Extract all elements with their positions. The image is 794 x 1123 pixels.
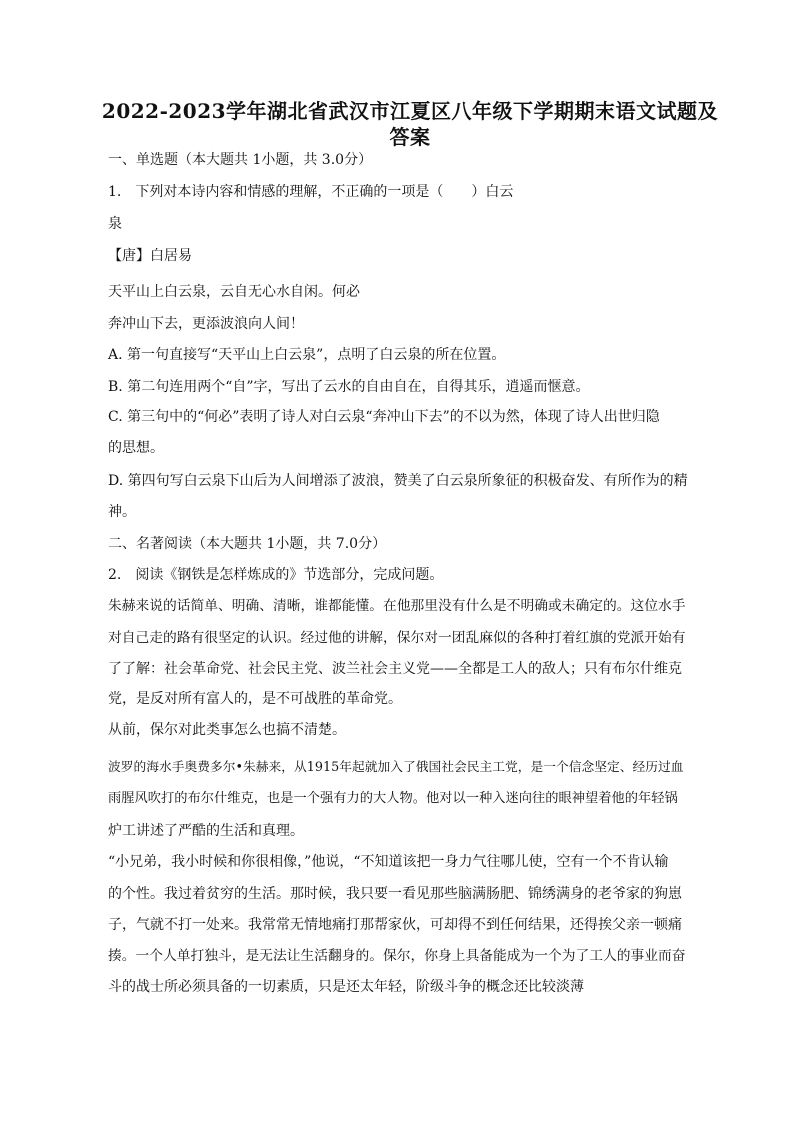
option-b: B. 第二句连用两个“自”字，写出了云水的自由自在，自得其乐，逍遥而惬意。	[108, 379, 590, 395]
passage-line: 朱赫来说的话简单、明确、清晰，谁都能懂。在他那里没有什么是不明确或未确定的。这位水手	[108, 598, 686, 614]
document-title-line-2: 答案	[389, 125, 431, 149]
passage-line: 对自己走的路有很坚定的认识。经过他的讲解，保尔对一团乱麻似的各种打着红旗的党派开始有	[108, 630, 686, 646]
question-1-stem: 1. 下列对本诗内容和情感的理解，不正确的一项是（ ）白云	[108, 184, 514, 200]
passage-line: 斗的战士所必须具备的一切素质，只是还太年轻，阶级斗争的概念还比较淡薄	[108, 979, 584, 995]
section-heading-classics-reading: 二、名著阅读（本大题共 1小题，共 7.0分）	[108, 536, 387, 552]
passage-line: 雨腥风吹打的布尔什维克，也是一个强有力的大人物。他对以一种入迷向往的眼神望着他的年轻锅	[108, 791, 678, 806]
option-a: A. 第一句直接写“天平山上白云泉”，点明了白云泉的所在位置。	[108, 347, 506, 363]
option-c: C. 第三句中的“何必”表明了诗人对白云泉“奔冲山下去”的不以为然，体现了诗人出世归隐	[108, 409, 660, 425]
passage-line: 揍。一个人单打独斗，是无法让生活翻身的。保尔，你身上具备能成为一个为了工人的事业而奋	[108, 948, 686, 964]
option-d-continued: 神。	[108, 504, 136, 520]
passage-line: 党，是反对所有富人的，是不可战胜的革命党。	[108, 691, 402, 707]
poem-line-2: 奔冲山下去，更添波浪向人间！	[108, 316, 304, 332]
poem-author: 【唐】白居易	[108, 248, 192, 264]
document-title-line-1: 2022-2023学年湖北省武汉市江夏区八年级下学期期末语文试题及	[101, 99, 719, 123]
question-1-stem-continued: 泉	[108, 216, 122, 232]
passage-line: 波罗的海水手奥费多尔•朱赫来，从1915年起就加入了俄国社会民主工党，是一个信念坚定、经历过血	[108, 760, 684, 775]
passage-line: “小兄弟，我小时候和你很相像，”他说，“不知道该把一身力气往哪儿使，空有一个不肯认输	[108, 854, 669, 870]
passage-line: 子，气就不打一处来。我常常无情地痛打那帮家伙，可却得不到任何结果，还得挨父亲一顿痛	[108, 917, 682, 933]
section-heading-single-choice: 一、单选题（本大题共 1小题，共 3.0分）	[108, 152, 373, 168]
question-2-stem: 2. 阅读《钢铁是怎样炼成的》节选部分，完成问题。	[108, 567, 444, 583]
option-d: D. 第四句写白云泉下山后为人间增添了波浪，赞美了白云泉所象征的积极奋发、有所作为的精	[108, 473, 688, 489]
passage-line: 了了解：社会革命党、社会民主党、波兰社会主义党——全都是工人的敌人；只有布尔什维克	[108, 661, 682, 677]
option-c-continued: 的思想。	[108, 440, 164, 456]
passage-line: 炉工讲述了严酷的生活和真理。	[108, 823, 304, 839]
passage-line: 的个性。我过着贫穷的生活。那时候，我只要一看见那些脑满肠肥、锦绣满身的老爷家的狗崽	[108, 886, 682, 902]
poem-line-1: 天平山上白云泉，云自无心水自闲。何必	[108, 284, 360, 300]
passage-line: 从前，保尔对此类事怎么也搞不清楚。	[108, 722, 346, 738]
